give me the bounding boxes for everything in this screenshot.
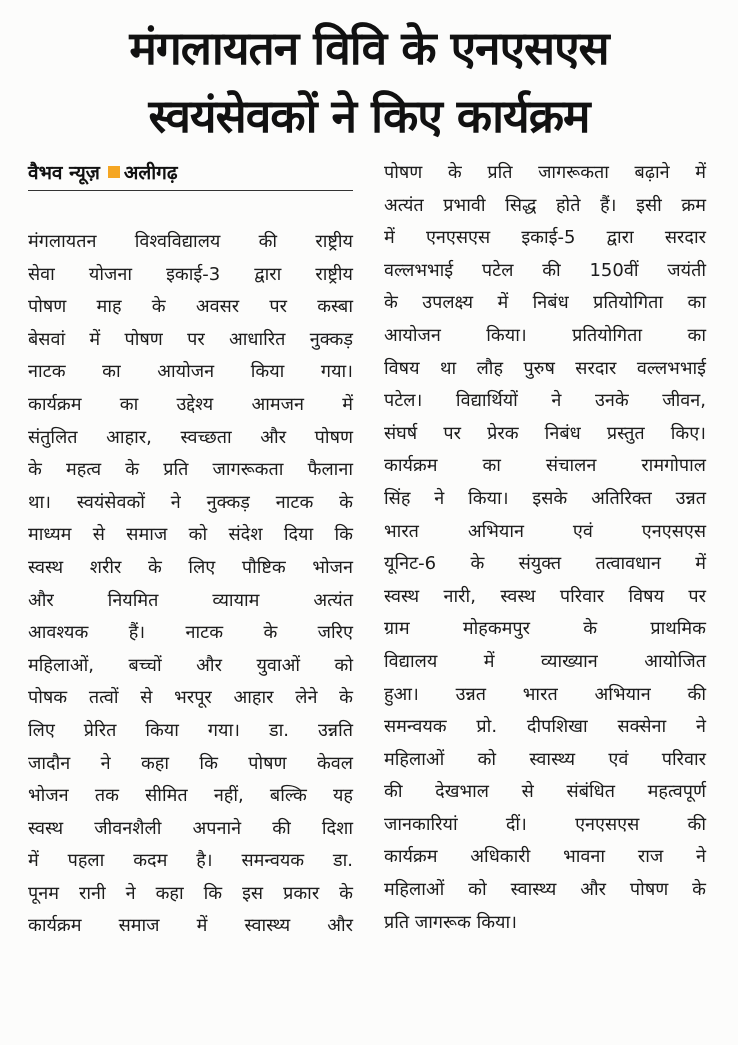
article-line: सेवा योजना इकाई-3 द्वारा राष्ट्रीय	[28, 263, 353, 285]
article-line: स्वस्थ शरीर के लिए पौष्टिक भोजन	[28, 556, 353, 578]
article-line: आवश्यक हैं। नाटक के जरिए	[28, 622, 353, 644]
byline-divider	[28, 190, 353, 191]
byline-separator-square	[108, 166, 120, 178]
article-line: कार्यक्रम अधिकारी भावना राज ने	[384, 846, 706, 868]
byline-source: वैभव न्यूज़	[28, 162, 100, 184]
article-line: अत्यंत प्रभावी सिद्ध होते हैं। इसी क्रम	[384, 194, 706, 216]
article-line: स्वस्थ जीवनशैली अपनाने की दिशा	[28, 817, 353, 839]
article-line: था। स्वयंसेवकों ने नुक्कड़ नाटक के	[28, 491, 353, 513]
article-line: वल्लभभाई पटेल की 150वीं जयंती	[384, 259, 706, 281]
article-line: की देखभाल से संबंधित महत्वपूर्ण	[384, 781, 706, 803]
article-line: विद्यालय में व्याख्यान आयोजित	[384, 650, 706, 672]
article-line: पटेल। विद्यार्थियों ने उनके जीवन,	[384, 390, 706, 412]
article-line: स्वस्थ नारी, स्वस्थ परिवार विषय पर	[384, 585, 706, 607]
article-line: बेसवां में पोषण पर आधारित नुक्कड़	[28, 328, 353, 350]
article-line: जानकारियां दीं। एनएसएस की	[384, 813, 706, 835]
headline	[0, 14, 738, 150]
article-line: पोषण के प्रति जागरूकता बढ़ाने में	[384, 162, 706, 183]
headline-line-2: स्वयंसेवकों ने किए कार्यक्रम	[148, 89, 590, 143]
article-line: पोषक तत्वों से भरपूर आहार लेने के	[28, 687, 353, 709]
headline-line-1: मंगलायतन विवि के एनएसएस	[129, 21, 609, 75]
article-line: संघर्ष पर प्रेरक निबंध प्रस्तुत किए।	[384, 422, 706, 444]
article-line: सिंह ने किया। इसके अतिरिक्त उन्नत	[384, 487, 706, 509]
article-line: महिलाओं, बच्चों और युवाओं को	[28, 654, 353, 676]
article-line: में पहला कदम है। समन्वयक डा.	[28, 850, 353, 872]
article-column-left	[28, 226, 353, 943]
article-line: महिलाओं को स्वास्थ्य एवं परिवार	[384, 748, 706, 770]
article-line: माध्यम से समाज को संदेश दिया कि	[28, 524, 353, 546]
article-line: कार्यक्रम का उद्देश्य आमजन में	[28, 393, 353, 415]
article-line: पूनम रानी ने कहा कि इस प्रकार के	[28, 882, 353, 904]
article-line: के महत्व के प्रति जागरूकता फैलाना	[28, 459, 353, 481]
article-line: आयोजन किया। प्रतियोगिता का	[384, 324, 706, 346]
article-line: महिलाओं को स्वास्थ्य और पोषण के	[384, 879, 706, 901]
byline	[28, 160, 353, 190]
article-line: मंगलायतन विश्वविद्यालय की राष्ट्रीय	[28, 231, 353, 252]
article-line: भारत अभियान एवं एनएसएस	[384, 520, 706, 542]
article-line: में एनएसएस इकाई-5 द्वारा सरदार	[384, 227, 706, 249]
article-column-right	[384, 157, 706, 939]
byline-location: अलीगढ़	[123, 162, 178, 184]
article-line: के उपलक्ष्य में निबंध प्रतियोगिता का	[384, 292, 706, 314]
article-line: प्रति जागरूक किया।	[384, 911, 517, 933]
article-line: और नियमित व्यायाम अत्यंत	[28, 589, 353, 611]
article-line: पोषण माह के अवसर पर कस्बा	[28, 296, 353, 318]
article-line: नाटक का आयोजन किया गया।	[28, 361, 353, 383]
article-line: जादौन ने कहा कि पोषण केवल	[28, 752, 353, 774]
article-line: कार्यक्रम का संचालन रामगोपाल	[384, 455, 706, 477]
article-line: लिए प्रेरित किया गया। डा. उन्नति	[28, 719, 353, 741]
article-line: हुआ। उन्नत भारत अभियान की	[384, 683, 706, 705]
article-line: समन्वयक प्रो. दीपशिखा सक्सेना ने	[384, 716, 706, 738]
article-line: भोजन तक सीमित नहीं, बल्कि यह	[28, 785, 353, 807]
article-line: ग्राम मोहकमपुर के प्राथमिक	[384, 618, 706, 640]
article-line: संतुलित आहार, स्वच्छता और पोषण	[28, 426, 353, 448]
article-line: विषय था लौह पुरुष सरदार वल्लभभाई	[384, 357, 706, 379]
article-line: यूनिट-6 के संयुक्त तत्वावधान में	[384, 553, 706, 575]
article-line: कार्यक्रम समाज में स्वास्थ्य और	[28, 915, 353, 937]
